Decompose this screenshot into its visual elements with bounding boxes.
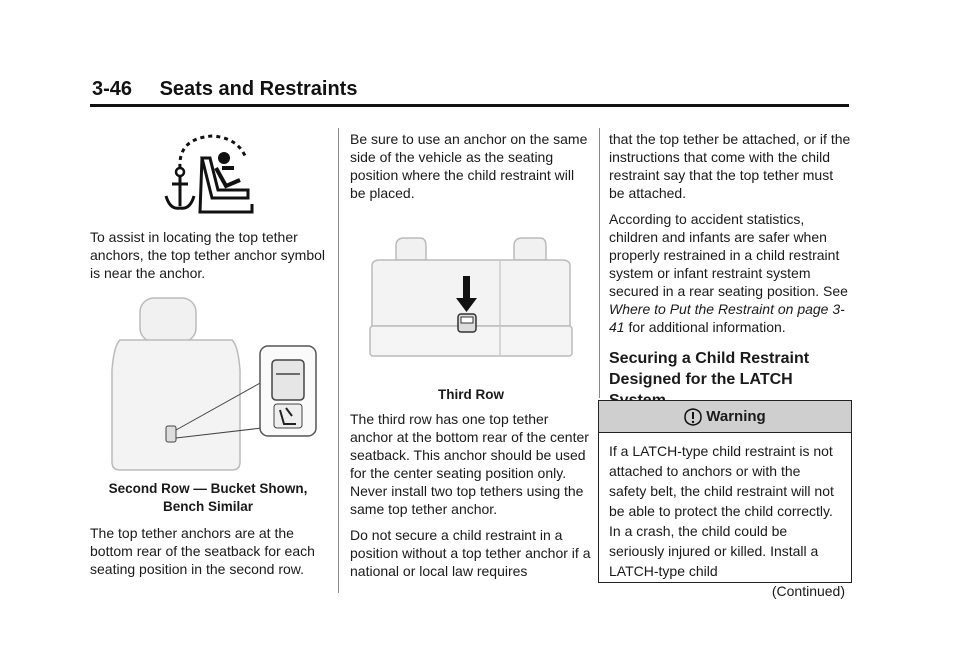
warning-header <box>599 401 851 433</box>
column-divider-2 <box>599 128 600 398</box>
col1-paragraph-1: To assist in locating the top tether anchors, the top tether anchor symbol is near the anchor. <box>90 229 326 281</box>
caption-line-1: Second Row — Bucket Shown, <box>108 481 308 496</box>
second-row-caption <box>90 480 326 516</box>
header-rule <box>90 104 849 107</box>
column-1 <box>90 128 326 586</box>
col2-paragraph-3: Do not secure a child restraint in a position without a top tether anchor if a national or local law requires <box>350 527 591 579</box>
warning-box <box>598 400 852 599</box>
page-number: 3-46 <box>92 78 133 100</box>
warning-icon <box>684 408 702 426</box>
column-2 <box>350 130 592 588</box>
col2-paragraph-1: Be sure to use an anchor on the same side of the vehicle as the seating position where the child restraint will be placed. <box>350 131 588 201</box>
tether-anchor-symbol <box>90 128 326 228</box>
cross-reference-link[interactable]: Where to Put the Restraint on page 3-41 <box>609 301 845 335</box>
col3-paragraph-1: that the top tether be attached, or if the instructions that come with the child restraint say that the top tether must be attached. <box>609 131 851 201</box>
para2-text: According to accident statistics, children and infants are safer when properly restrained in a child restraint system or infant restraint system secured in a rear seating position. See <box>609 211 848 299</box>
second-row-figure <box>90 290 326 480</box>
section-heading: Securing a Child Restraint Designed for the LATCH <box>609 350 810 388</box>
warning-title: Warning <box>706 407 766 425</box>
col2-paragraph-2: The third row has one top tether anchor at the bottom rear of the center seatback. This anchor should be used for the center seating position only. Never install two top tethers using the same top tether anchor. <box>350 411 589 517</box>
col3-paragraph-2 <box>609 210 851 336</box>
column-3 <box>609 130 851 411</box>
third-row-seat-illustration <box>350 216 592 366</box>
caption-line-2: Bench Similar <box>162 499 254 514</box>
col1-paragraph-2: The top tether anchors are at the bottom rear of the seatback for each seating position in the second row. <box>90 525 315 577</box>
tether-anchor-icon <box>158 128 258 218</box>
third-row-figure <box>350 216 592 386</box>
section-title: Seats and Restraints <box>159 78 358 100</box>
second-row-seat-illustration <box>90 290 326 480</box>
warning-body: If a LATCH-type child restraint is not attached to anchors or with the safety belt, the child restraint will not be able to protect the child correctly. In a crash, the child could be seriously injured or killed. Install a LATCH-type child <box>609 443 834 579</box>
para2-text-end: for additional information. <box>624 319 786 335</box>
third-row-caption: Third Row <box>438 387 504 402</box>
page-header <box>92 78 357 101</box>
continued-label: (Continued) <box>771 583 845 599</box>
column-divider-1 <box>338 128 339 593</box>
